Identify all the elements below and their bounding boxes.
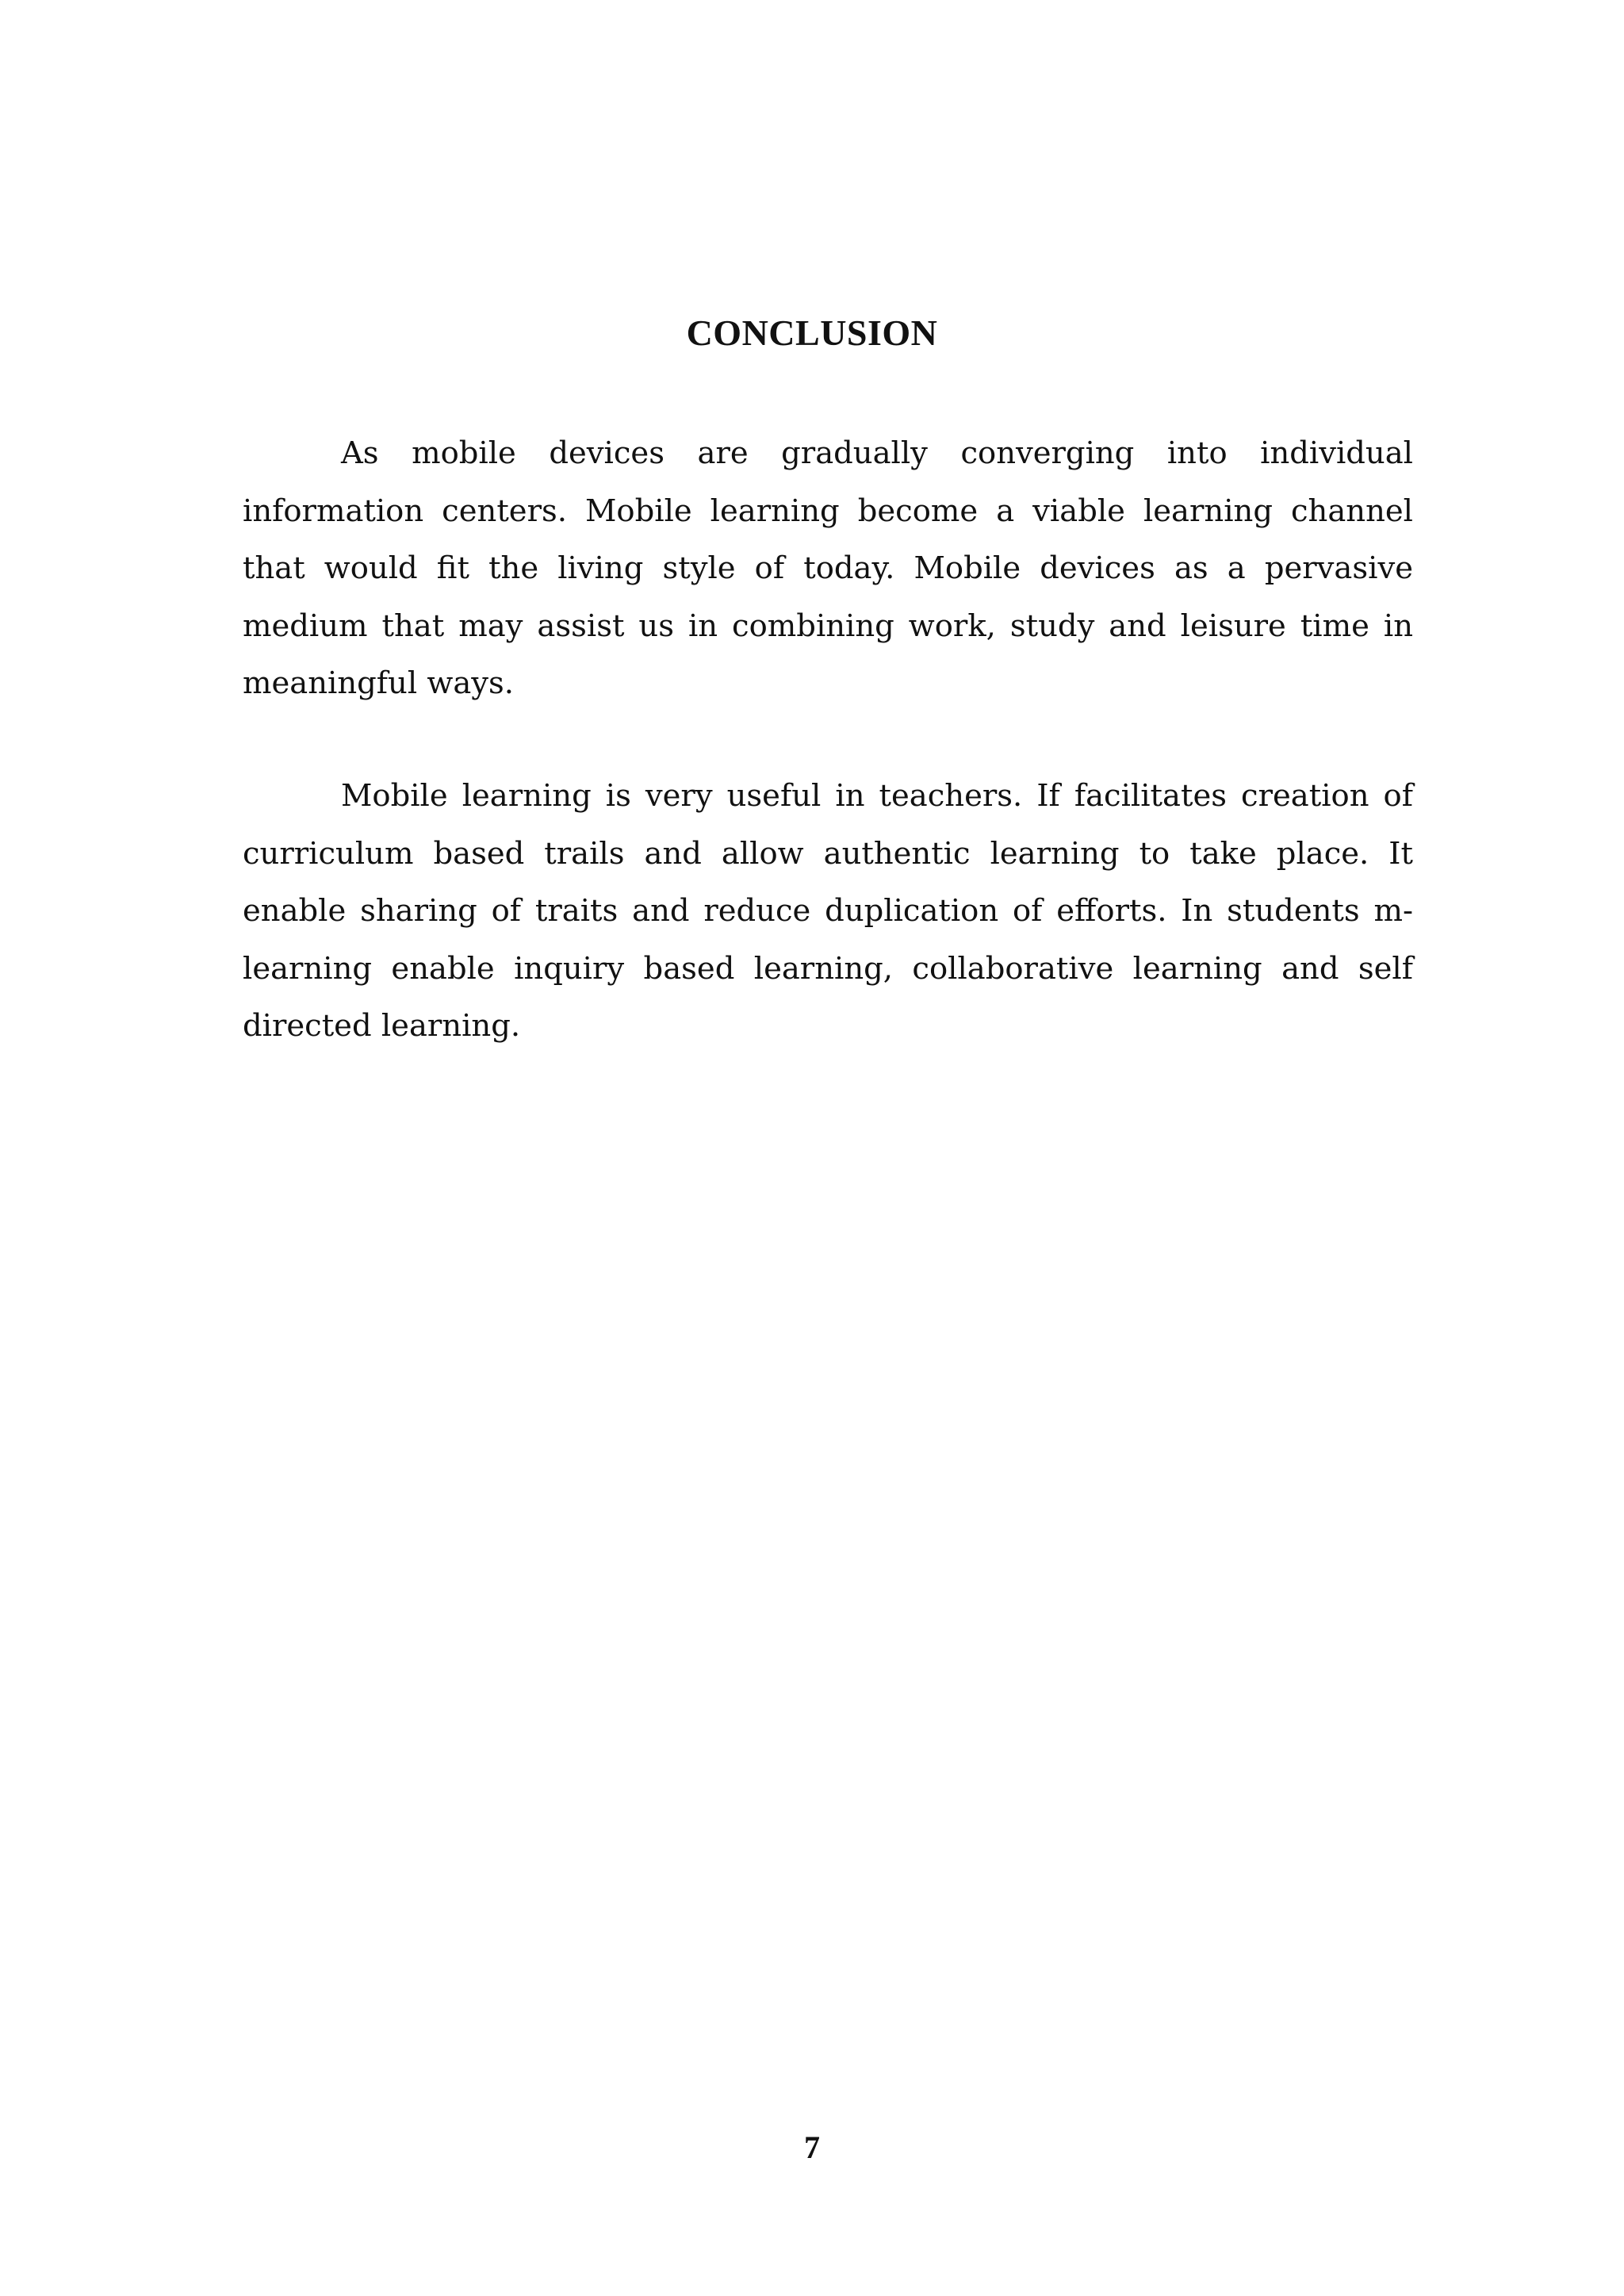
paragraph-mobile-learning-uses: Mobile learning is very useful in teachers. If facilitates creation of curriculum based trails and allow authentic learning to take place. It enable sharing of traits and reduce duplication of efforts. In students m-learning enable inquiry based learning, collaborative learning and self directed learning. [243,778,1413,1044]
page-title: CONCLUSION [686,312,938,353]
paragraph-mobile-devices: As mobile devices are gradually converging into individual information centers. Mobile learning become a viable learning channel that would fit the living style of today. Mobile devices as a pervasive medium that may assist us in combining work, study and leisure time in meaningful ways. [243,435,1413,701]
page-number: 7 [804,2129,820,2165]
